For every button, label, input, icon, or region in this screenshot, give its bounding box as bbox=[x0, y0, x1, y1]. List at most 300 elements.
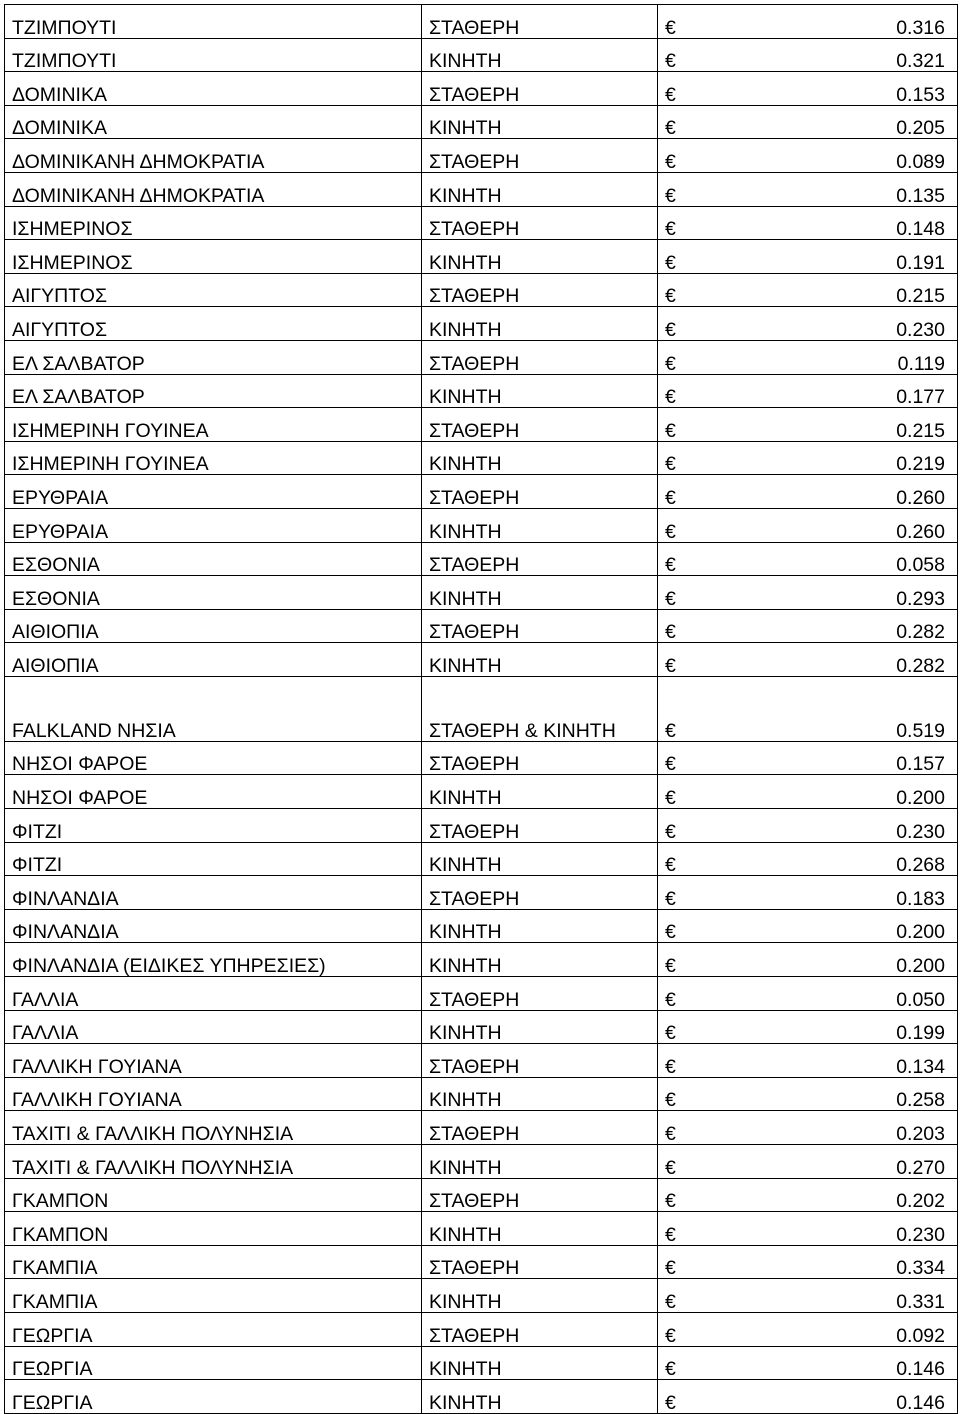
line-type: ΣΤΑΘΕΡΗ bbox=[429, 1257, 520, 1279]
country-name: ΤΖΙΜΠΟΥΤΙ bbox=[12, 50, 117, 72]
line-type: ΣΤΑΘΕΡΗ bbox=[429, 887, 520, 910]
country-cell bbox=[5, 576, 422, 610]
price-cell bbox=[658, 943, 958, 977]
country-name: ΓΚΑΜΠΟΝ bbox=[12, 1223, 109, 1246]
line-type-cell bbox=[422, 1145, 658, 1179]
price-value: 0.058 bbox=[896, 554, 945, 576]
country-name: ΓΕΩΡΓΙΑ bbox=[12, 1391, 93, 1414]
country-cell bbox=[5, 172, 422, 206]
price-value: 0.205 bbox=[896, 117, 945, 139]
country-name: ΙΣΗΜΕΡΙΝΗ ΓΟΥΙΝΕΑ bbox=[12, 453, 209, 475]
country-name: ΔΟΜΙΝΙΚΑΝΗ ΔΗΜΟΚΡΑΤΙΑ bbox=[12, 184, 265, 207]
line-type: ΣΤΑΘΕΡΗ bbox=[429, 218, 520, 240]
euro-sign: € bbox=[665, 150, 676, 173]
price-cell bbox=[658, 240, 958, 274]
euro-sign: € bbox=[665, 787, 676, 809]
euro-sign: € bbox=[665, 621, 676, 643]
line-type: ΚΙΝΗΤΗ bbox=[429, 318, 502, 341]
country-name: ΦΙΝΛΑΝΔΙΑ (ΕΙΔΙΚΕΣ ΥΠΗΡΕΣΙΕΣ) bbox=[12, 955, 326, 977]
table-row bbox=[5, 172, 958, 206]
table-row bbox=[5, 38, 958, 72]
table-row bbox=[5, 609, 958, 643]
table-row bbox=[5, 1279, 958, 1313]
euro-sign: € bbox=[665, 820, 676, 843]
euro-sign: € bbox=[665, 16, 676, 39]
euro-sign: € bbox=[665, 1391, 676, 1414]
table-row bbox=[5, 809, 958, 843]
country-cell bbox=[5, 1245, 422, 1279]
line-type-cell bbox=[422, 775, 658, 809]
table-row bbox=[5, 273, 958, 307]
price-cell bbox=[658, 542, 958, 576]
line-type-cell bbox=[422, 105, 658, 139]
line-type: ΣΤΑΘΕΡΗ bbox=[429, 621, 520, 643]
price-cell bbox=[658, 876, 958, 910]
country-cell bbox=[5, 1212, 422, 1246]
country-cell bbox=[5, 809, 422, 843]
table-row bbox=[5, 1077, 958, 1111]
euro-sign: € bbox=[665, 1257, 676, 1279]
price-value: 0.316 bbox=[896, 16, 945, 39]
price-cell bbox=[658, 909, 958, 943]
price-cell bbox=[658, 576, 958, 610]
line-type: ΚΙΝΗΤΗ bbox=[429, 654, 502, 677]
country-name: ΙΣΗΜΕΡΙΝΗ ΓΟΥΙΝΕΑ bbox=[12, 419, 209, 442]
line-type-cell bbox=[422, 609, 658, 643]
line-type-cell bbox=[422, 909, 658, 943]
table-row bbox=[5, 1044, 958, 1078]
line-type: ΚΙΝΗΤΗ bbox=[429, 386, 502, 408]
line-type: ΣΤΑΘΕΡΗ bbox=[429, 1123, 520, 1145]
price-cell bbox=[658, 842, 958, 876]
country-name: ΤΑΧΙΤΙ & ΓΑΛΛΙΚΗ ΠΟΛΥΝΗΣΙΑ bbox=[12, 1156, 294, 1179]
price-value: 0.230 bbox=[896, 1223, 945, 1246]
euro-sign: € bbox=[665, 719, 676, 742]
table-row bbox=[5, 508, 958, 542]
price-value: 0.219 bbox=[896, 453, 945, 475]
table-row bbox=[5, 977, 958, 1011]
country-name: ΦΙΝΛΑΝΔΙΑ bbox=[12, 921, 119, 943]
euro-sign: € bbox=[665, 1324, 676, 1347]
line-type-cell bbox=[422, 643, 658, 677]
line-type: ΣΤΑΘΕΡΗ bbox=[429, 1190, 520, 1212]
price-cell bbox=[658, 172, 958, 206]
country-name: ΑΙΘΙΟΠΙΑ bbox=[12, 654, 99, 677]
line-type-cell bbox=[422, 408, 658, 442]
price-value: 0.331 bbox=[896, 1290, 945, 1313]
line-type-cell bbox=[422, 139, 658, 173]
table-row bbox=[5, 1312, 958, 1346]
line-type: ΚΙΝΗΤΗ bbox=[429, 1358, 502, 1380]
price-cell bbox=[658, 38, 958, 72]
table-row bbox=[5, 643, 958, 677]
table-row bbox=[5, 5, 958, 39]
table-row bbox=[5, 1346, 958, 1380]
price-value: 0.260 bbox=[896, 486, 945, 509]
price-value: 0.146 bbox=[896, 1358, 945, 1380]
price-cell bbox=[658, 307, 958, 341]
country-name: ΔΟΜΙΝΙΚΑ bbox=[12, 83, 107, 106]
price-cell bbox=[658, 475, 958, 509]
line-type-cell bbox=[422, 441, 658, 475]
price-cell bbox=[658, 1279, 958, 1313]
line-type-cell bbox=[422, 842, 658, 876]
line-type: ΚΙΝΗΤΗ bbox=[429, 251, 502, 274]
line-type-cell bbox=[422, 508, 658, 542]
country-name: ΑΙΓΥΠΤΟΣ bbox=[12, 318, 108, 341]
table-row bbox=[5, 576, 958, 610]
euro-sign: € bbox=[665, 218, 676, 240]
country-name: ΓΑΛΛΙΑ bbox=[12, 988, 79, 1011]
euro-sign: € bbox=[665, 453, 676, 475]
price-cell bbox=[658, 1010, 958, 1044]
price-cell bbox=[658, 775, 958, 809]
line-type-cell bbox=[422, 1245, 658, 1279]
price-cell bbox=[658, 676, 958, 741]
line-type: ΣΤΑΘΕΡΗ & ΚΙΝΗΤΗ bbox=[429, 719, 616, 742]
line-type-cell bbox=[422, 374, 658, 408]
country-cell bbox=[5, 1077, 422, 1111]
line-type-cell bbox=[422, 741, 658, 775]
price-value: 0.334 bbox=[896, 1257, 945, 1279]
table-row bbox=[5, 876, 958, 910]
price-value: 0.148 bbox=[896, 218, 945, 240]
euro-sign: € bbox=[665, 419, 676, 442]
line-type-cell bbox=[422, 1178, 658, 1212]
table-row bbox=[5, 842, 958, 876]
country-name: ΓΕΩΡΓΙΑ bbox=[12, 1358, 93, 1380]
country-name: ΑΙΘΙΟΠΙΑ bbox=[12, 621, 99, 643]
euro-sign: € bbox=[665, 921, 676, 943]
price-value: 0.230 bbox=[896, 820, 945, 843]
line-type: ΚΙΝΗΤΗ bbox=[429, 587, 502, 610]
line-type-cell bbox=[422, 5, 658, 39]
table-row bbox=[5, 340, 958, 374]
euro-sign: € bbox=[665, 1223, 676, 1246]
country-name: ΕΣΘΟΝΙΑ bbox=[12, 554, 100, 576]
price-value: 0.293 bbox=[896, 587, 945, 610]
price-cell bbox=[658, 340, 958, 374]
line-type: ΚΙΝΗΤΗ bbox=[429, 184, 502, 207]
country-cell bbox=[5, 1380, 422, 1414]
country-name: ΦΙΤΖΙ bbox=[12, 854, 63, 876]
euro-sign: € bbox=[665, 184, 676, 207]
country-cell bbox=[5, 1111, 422, 1145]
table-row bbox=[5, 441, 958, 475]
table-row bbox=[5, 1111, 958, 1145]
country-name: ΑΙΓΥΠΤΟΣ bbox=[12, 285, 108, 307]
euro-sign: € bbox=[665, 386, 676, 408]
price-cell bbox=[658, 441, 958, 475]
country-cell bbox=[5, 38, 422, 72]
euro-sign: € bbox=[665, 352, 676, 375]
price-value: 0.050 bbox=[896, 988, 945, 1011]
country-cell bbox=[5, 741, 422, 775]
euro-sign: € bbox=[665, 1358, 676, 1380]
table-row bbox=[5, 72, 958, 106]
line-type-cell bbox=[422, 340, 658, 374]
price-value: 0.092 bbox=[896, 1324, 945, 1347]
euro-sign: € bbox=[665, 1290, 676, 1313]
country-cell bbox=[5, 909, 422, 943]
line-type: ΚΙΝΗΤΗ bbox=[429, 1022, 502, 1044]
line-type: ΣΤΑΘΕΡΗ bbox=[429, 988, 520, 1011]
euro-sign: € bbox=[665, 520, 676, 542]
line-type: ΣΤΑΘΕΡΗ bbox=[429, 285, 520, 307]
country-cell bbox=[5, 775, 422, 809]
price-cell bbox=[658, 741, 958, 775]
price-value: 0.183 bbox=[896, 887, 945, 910]
table-row bbox=[5, 139, 958, 173]
line-type-cell bbox=[422, 240, 658, 274]
price-value: 0.200 bbox=[896, 787, 945, 809]
line-type-cell bbox=[422, 1010, 658, 1044]
euro-sign: € bbox=[665, 1123, 676, 1145]
country-name: ΓΚΑΜΠΙΑ bbox=[12, 1290, 98, 1313]
line-type: ΣΤΑΘΕΡΗ bbox=[429, 150, 520, 173]
table-row bbox=[5, 1178, 958, 1212]
country-name: ΓΑΛΛΙΚΗ ΓΟΥΙΑΝΑ bbox=[12, 1055, 182, 1078]
price-cell bbox=[658, 1044, 958, 1078]
country-cell bbox=[5, 676, 422, 741]
country-name: ΓΑΛΛΙΑ bbox=[12, 1022, 79, 1044]
country-cell bbox=[5, 977, 422, 1011]
line-type: ΚΙΝΗΤΗ bbox=[429, 854, 502, 876]
price-value: 0.200 bbox=[896, 955, 945, 977]
line-type-cell bbox=[422, 1077, 658, 1111]
line-type: ΣΤΑΘΕΡΗ bbox=[429, 554, 520, 576]
country-cell bbox=[5, 876, 422, 910]
country-name: ΔΟΜΙΝΙΚΑ bbox=[12, 117, 107, 139]
price-value: 0.157 bbox=[896, 753, 945, 775]
country-name: ΝΗΣΟΙ ΦΑΡΟΕ bbox=[12, 753, 148, 775]
line-type-cell bbox=[422, 72, 658, 106]
line-type: ΚΙΝΗΤΗ bbox=[429, 1089, 502, 1111]
euro-sign: € bbox=[665, 854, 676, 876]
country-name: ΕΡΥΘΡΑΙΑ bbox=[12, 520, 109, 542]
line-type-cell bbox=[422, 1044, 658, 1078]
price-value: 0.202 bbox=[896, 1190, 945, 1212]
line-type: ΚΙΝΗΤΗ bbox=[429, 453, 502, 475]
table-row bbox=[5, 1380, 958, 1414]
table-row bbox=[5, 240, 958, 274]
country-cell bbox=[5, 72, 422, 106]
euro-sign: € bbox=[665, 587, 676, 610]
country-cell bbox=[5, 475, 422, 509]
line-type-cell bbox=[422, 676, 658, 741]
country-name: ΓΚΑΜΠΟΝ bbox=[12, 1190, 109, 1212]
euro-sign: € bbox=[665, 50, 676, 72]
country-cell bbox=[5, 273, 422, 307]
price-value: 0.268 bbox=[896, 854, 945, 876]
price-cell bbox=[658, 408, 958, 442]
line-type: ΣΤΑΘΕΡΗ bbox=[429, 753, 520, 775]
line-type-cell bbox=[422, 542, 658, 576]
price-value: 0.282 bbox=[896, 654, 945, 677]
table-row bbox=[5, 475, 958, 509]
price-cell bbox=[658, 609, 958, 643]
price-cell bbox=[658, 206, 958, 240]
country-name: ΓΑΛΛΙΚΗ ΓΟΥΙΑΝΑ bbox=[12, 1089, 182, 1111]
country-cell bbox=[5, 542, 422, 576]
country-cell bbox=[5, 609, 422, 643]
table-row bbox=[5, 1145, 958, 1179]
line-type: ΚΙΝΗΤΗ bbox=[429, 921, 502, 943]
country-name: ΦΙΤΖΙ bbox=[12, 820, 63, 843]
price-cell bbox=[658, 809, 958, 843]
euro-sign: € bbox=[665, 1022, 676, 1044]
line-type-cell bbox=[422, 1279, 658, 1313]
country-cell bbox=[5, 643, 422, 677]
price-cell bbox=[658, 1145, 958, 1179]
line-type: ΣΤΑΘΕΡΗ bbox=[429, 352, 520, 375]
country-name: ΔΟΜΙΝΙΚΑΝΗ ΔΗΜΟΚΡΑΤΙΑ bbox=[12, 150, 265, 173]
price-cell bbox=[658, 273, 958, 307]
table-row bbox=[5, 206, 958, 240]
line-type: ΣΤΑΘΕΡΗ bbox=[429, 820, 520, 843]
price-cell bbox=[658, 105, 958, 139]
line-type-cell bbox=[422, 876, 658, 910]
country-name: ΓΚΑΜΠΙΑ bbox=[12, 1257, 98, 1279]
line-type-cell bbox=[422, 809, 658, 843]
country-cell bbox=[5, 307, 422, 341]
rate-table-body bbox=[5, 5, 958, 1414]
table-row bbox=[5, 1245, 958, 1279]
price-value: 0.199 bbox=[896, 1022, 945, 1044]
table-row bbox=[5, 105, 958, 139]
price-value: 0.321 bbox=[896, 50, 945, 72]
country-name: ΕΣΘΟΝΙΑ bbox=[12, 587, 100, 610]
price-cell bbox=[658, 139, 958, 173]
euro-sign: € bbox=[665, 988, 676, 1011]
line-type: ΚΙΝΗΤΗ bbox=[429, 1391, 502, 1414]
price-value: 0.230 bbox=[896, 318, 945, 341]
price-value: 0.282 bbox=[896, 621, 945, 643]
line-type-cell bbox=[422, 273, 658, 307]
country-name: ΕΡΥΘΡΑΙΑ bbox=[12, 486, 109, 509]
country-name: ΙΣΗΜΕΡΙΝΟΣ bbox=[12, 251, 133, 274]
price-value: 0.258 bbox=[896, 1089, 945, 1111]
euro-sign: € bbox=[665, 654, 676, 677]
country-name: ΝΗΣΟΙ ΦΑΡΟΕ bbox=[12, 787, 148, 809]
line-type: ΚΙΝΗΤΗ bbox=[429, 1290, 502, 1313]
price-cell bbox=[658, 72, 958, 106]
line-type: ΣΤΑΘΕΡΗ bbox=[429, 1055, 520, 1078]
table-row bbox=[5, 1010, 958, 1044]
country-name: ΕΛ ΣΑΛΒΑΤΟΡ bbox=[12, 386, 145, 408]
price-value: 0.134 bbox=[896, 1055, 945, 1078]
line-type: ΚΙΝΗΤΗ bbox=[429, 1156, 502, 1179]
country-cell bbox=[5, 1312, 422, 1346]
line-type-cell bbox=[422, 475, 658, 509]
price-value: 0.260 bbox=[896, 520, 945, 542]
price-cell bbox=[658, 1346, 958, 1380]
table-row bbox=[5, 775, 958, 809]
price-cell bbox=[658, 1111, 958, 1145]
euro-sign: € bbox=[665, 554, 676, 576]
country-name: ΓΕΩΡΓΙΑ bbox=[12, 1324, 93, 1347]
table-row bbox=[5, 374, 958, 408]
country-cell bbox=[5, 1044, 422, 1078]
country-cell bbox=[5, 105, 422, 139]
table-row bbox=[5, 909, 958, 943]
price-value: 0.203 bbox=[896, 1123, 945, 1145]
price-cell bbox=[658, 977, 958, 1011]
price-value: 0.119 bbox=[897, 352, 945, 375]
price-cell bbox=[658, 508, 958, 542]
price-value: 0.135 bbox=[896, 184, 945, 207]
table-row bbox=[5, 1212, 958, 1246]
country-cell bbox=[5, 508, 422, 542]
country-cell bbox=[5, 240, 422, 274]
price-value: 0.191 bbox=[896, 251, 945, 274]
line-type-cell bbox=[422, 977, 658, 1011]
price-cell bbox=[658, 1380, 958, 1414]
country-cell bbox=[5, 206, 422, 240]
country-cell bbox=[5, 1178, 422, 1212]
euro-sign: € bbox=[665, 1055, 676, 1078]
line-type: ΣΤΑΘΕΡΗ bbox=[429, 486, 520, 509]
euro-sign: € bbox=[665, 486, 676, 509]
line-type-cell bbox=[422, 38, 658, 72]
euro-sign: € bbox=[665, 1190, 676, 1212]
table-row bbox=[5, 943, 958, 977]
line-type-cell bbox=[422, 307, 658, 341]
euro-sign: € bbox=[665, 83, 676, 106]
euro-sign: € bbox=[665, 887, 676, 910]
line-type: ΚΙΝΗΤΗ bbox=[429, 787, 502, 809]
euro-sign: € bbox=[665, 1156, 676, 1179]
table-row bbox=[5, 542, 958, 576]
price-cell bbox=[658, 1178, 958, 1212]
line-type-cell bbox=[422, 576, 658, 610]
line-type-cell bbox=[422, 1380, 658, 1414]
line-type-cell bbox=[422, 943, 658, 977]
euro-sign: € bbox=[665, 1089, 676, 1111]
line-type: ΣΤΑΘΕΡΗ bbox=[429, 1324, 520, 1347]
line-type-cell bbox=[422, 1212, 658, 1246]
price-cell bbox=[658, 374, 958, 408]
country-cell bbox=[5, 374, 422, 408]
line-type-cell bbox=[422, 206, 658, 240]
price-value: 0.200 bbox=[896, 921, 945, 943]
country-cell bbox=[5, 139, 422, 173]
rate-table bbox=[4, 4, 958, 1414]
country-cell bbox=[5, 1346, 422, 1380]
table-row bbox=[5, 408, 958, 442]
price-value: 0.215 bbox=[896, 285, 945, 307]
price-cell bbox=[658, 5, 958, 39]
country-cell bbox=[5, 441, 422, 475]
line-type-cell bbox=[422, 1312, 658, 1346]
price-value: 0.215 bbox=[896, 419, 945, 442]
price-cell bbox=[658, 1212, 958, 1246]
country-name: FALKLAND ΝΗΣΙΑ bbox=[12, 719, 176, 742]
price-value: 0.146 bbox=[896, 1391, 945, 1414]
price-cell bbox=[658, 1312, 958, 1346]
line-type: ΣΤΑΘΕΡΗ bbox=[429, 16, 520, 39]
line-type: ΚΙΝΗΤΗ bbox=[429, 520, 502, 542]
euro-sign: € bbox=[665, 251, 676, 274]
line-type: ΚΙΝΗΤΗ bbox=[429, 117, 502, 139]
table-row bbox=[5, 307, 958, 341]
country-cell bbox=[5, 408, 422, 442]
euro-sign: € bbox=[665, 318, 676, 341]
country-cell bbox=[5, 5, 422, 39]
line-type: ΚΙΝΗΤΗ bbox=[429, 955, 502, 977]
euro-sign: € bbox=[665, 285, 676, 307]
line-type-cell bbox=[422, 1346, 658, 1380]
